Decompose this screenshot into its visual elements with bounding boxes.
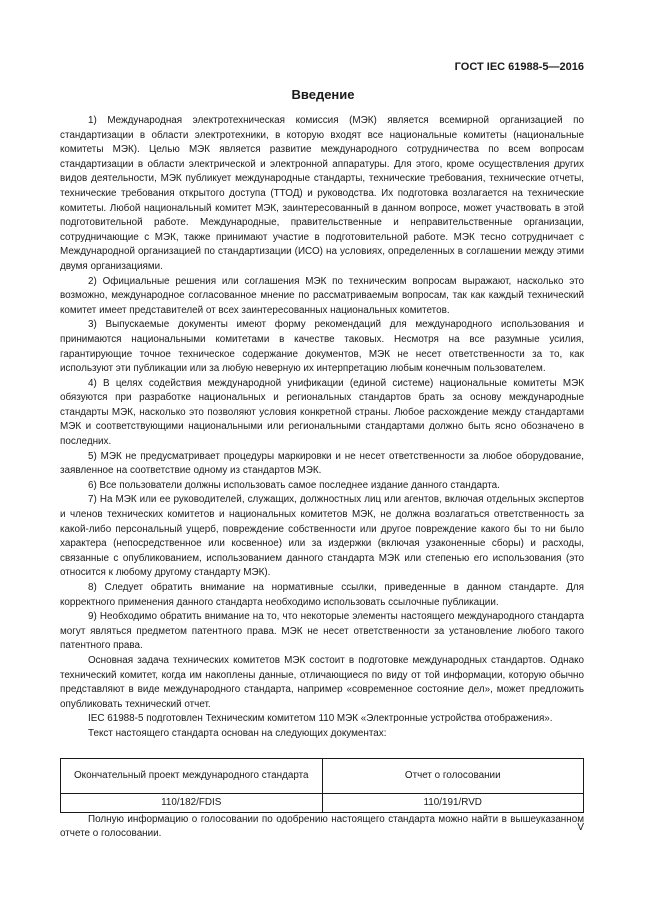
documents-table bbox=[60, 758, 584, 813]
paragraph: 3) Выпускаемые документы имеют форму рекомендаций для международного использования и принимаются национальными комитетами в качестве таковых. Несмотря на все разумные усилия, гарантирующие точное техническое содержание документов, МЭК не несет ответственности за то, как используют эти публикации или за любую неверную их интерпретацию любым конечным пользователем. bbox=[60, 319, 584, 375]
paragraph: Основная задача технических комитетов МЭК состоит в подготовке международных стандартов. Однако технический комитет, когда им накоплены данные, отличающиеся по виду от той информации, которую обычно представляют в виде международного стандарта, например «современное состояние дел», может предложить опубликовать технический отчет. bbox=[60, 654, 584, 710]
body-text bbox=[60, 114, 584, 842]
table-row bbox=[61, 793, 584, 812]
paragraph: 8) Следует обратить внимание на нормативные ссылки, приведенные в данном стандарте. Для корректного применения данного стандарта необходимо использовать ссылочные публикации. bbox=[60, 582, 584, 608]
paragraph: 2) Официальные решения или соглашения МЭК по техническим вопросам выражают, насколько это возможно, международное согласованное мнение по рассматриваемым вопросам, так как каждый технический комитет имеет представителей от всех заинтересованных национальных комитетов. bbox=[60, 275, 584, 316]
paragraph: 9) Необходимо обратить внимание на то, что некоторые элементы настоящего международного стандарта могут являться предметом патентного права. МЭК не несет ответственности за установление любого такого патентного права. bbox=[60, 611, 584, 652]
paragraph: 7) На МЭК или ее руководителей, служащих, должностных лиц или агентов, включая отдельных экспертов и членов технических комитетов и национальных комитетов МЭК, не должна возлагаться ответственность за какой-либо персональный ущерб, повреждение собственности или другое повреждение какого бы то ни было характера (непосредственное или косвенное) или за издержки (включая узаконенные сборы) и расходы, связанные с опубликованием, использованием данного стандарта МЭК или степенью его использования (это относится к любому другому стандарту МЭК). bbox=[60, 494, 584, 579]
paragraph: 6) Все пользователи должны использовать самое последнее издание данного стандарта. bbox=[88, 479, 500, 491]
paragraph: Текст настоящего стандарта основан на следующих документах: bbox=[88, 727, 387, 739]
table-cell: 110/191/RVD bbox=[322, 793, 584, 812]
page-number: V bbox=[577, 822, 584, 833]
paragraph: IEC 61988-5 подготовлен Техническим комитетом 110 МЭК «Электронные устройства отображения». bbox=[88, 713, 553, 725]
table-header-cell: Отчет о голосовании bbox=[322, 758, 584, 793]
paragraph: 1) Международная электротехническая комиссия (МЭК) является всемирной организацией по стандартизации в области электротехники, в которую входят все национальные комитеты (национальные комитеты МЭК). Целью МЭК является развитие международного сотрудничества по всем вопросам стандартизации в области электрической и электронной аппаратуры. Для этого, кроме осуществления других видов деятельности, МЭК публикует международные стандарты, технические требования, технические отчеты, технические требования открытого доступа (ТТОД) и руководства. Их подготовка возлагается на технические комитеты. Любой национальный комитет МЭК, заинтересованный в данном вопросе, может участвовать в этой подготовительной работе. Международные, правительственные и неправительственные организации, сотрудничающие с МЭК, также принимают участие в подготовительной работе. МЭК тесно сотрудничает с Международной организацией по стандартизации (ИСО) на условиях, определенных в соглашении между этими двумя организациями. bbox=[60, 115, 584, 272]
closing-paragraph: Полную информацию о голосовании по одобрению настоящего стандарта можно найти в вышеуказанном отчете о голосовании. bbox=[60, 813, 584, 840]
paragraph: 4) В целях содействия международной унификации (единой системе) национальные комитеты МЭК обязуются при разработке национальных и региональных стандартов брать за основу международные стандарты МЭК, насколько это позволяют условия конкретной страны. Любое расхождение между стандартами МЭК и соответствующими национальными или региональными стандартами должно быть ясно обозначено в последних. bbox=[60, 377, 584, 448]
table-header-cell: Окончательный проект международного стандарта bbox=[61, 758, 323, 793]
table-cell: 110/182/FDIS bbox=[61, 793, 323, 812]
standard-id: ГОСТ IEC 61988-5—2016 bbox=[454, 61, 584, 73]
table-header-row bbox=[61, 758, 584, 793]
section-title: Введение bbox=[291, 87, 355, 102]
documents-table-wrapper bbox=[60, 758, 584, 813]
paragraph: 5) МЭК не предусматривает процедуры маркировки и не несет ответственности за любое оборудование, заявленное на соответствие одному из стандартов МЭК. bbox=[60, 450, 584, 477]
